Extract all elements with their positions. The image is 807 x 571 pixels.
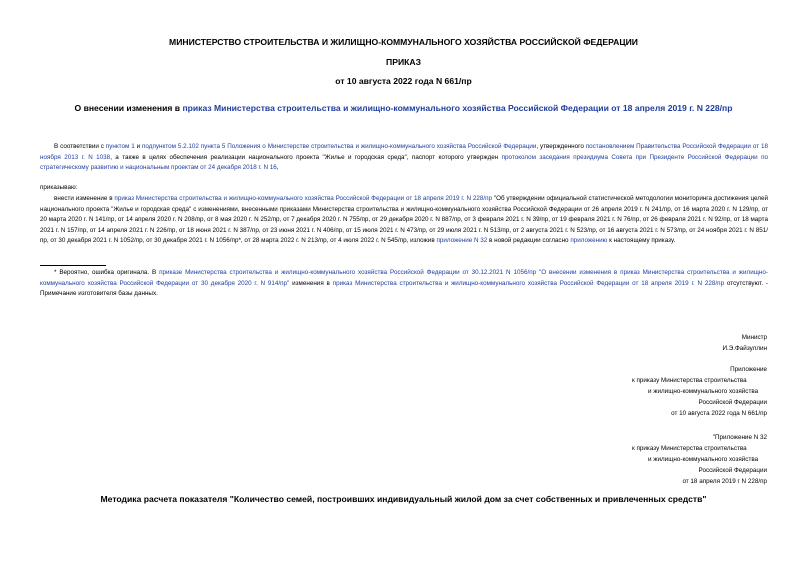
methodology-title: Методика расчета показателя "Количество семей, построивших индивидуальный жилой дом за счет собственных и привлеченных средств" xyxy=(100,494,707,504)
appendix-line-5: от 10 августа 2022 года N 661/пр xyxy=(671,410,767,417)
appendix32-line-3: и жилищно-коммунального хозяйства xyxy=(648,456,759,463)
appendix-line-3: и жилищно-коммунального хозяйства xyxy=(648,388,759,395)
order-text-4: к настоящему приказу. xyxy=(607,237,676,245)
link-punkt-1[interactable]: пунктом 1 xyxy=(105,143,135,150)
appendix32-label: "Приложение N 32 xyxy=(712,434,767,441)
order-text-3: в новой редакции согласно xyxy=(487,237,571,245)
order-text-2: "Об утверждении официальной статистической методологии мониторинга достижения целей национального проекта "Жилье и городская среда" с изменениями, внесенными приказами Министерства строительства и жилищно-коммунального хозяйства Российской Федерации от 26 апреля 2019 г. N 241/пр, от 16 марта 2020 г. N 129/пр, от 20 марта 2020 г. N 141/пр, от 14 апреля 2020 г. N 208/пр, от 8 мая 2020 г. N 252/пр, от 7 декабря 2020 г. N 755/пр, от 29 декабря 2020 г. N 887/пр, от 3 февраля 2021 г. N 39/пр, от 19 февраля 2021 г. N 76/пр, от 26 февраля 2021 г. N 92/пр, от 18 марта 2021 г. N 157/пр, от 14 апреля 2021 г. N 226/пр, от 18 июня 2021 г. N 387/пр, от 23 июня 2021 г. N 406/пр, от 15 июля 2021 г. N 473/пр, от 29 июля 2021 г. N 513/пр, от 2 августа 2021 г. N 523/пр, от 16 августа 2021 г. N 573/пр, от 24 ноября 2021 г. N 851/пр, от 30 декабря 2021 г. N 1052/пр, от 30 декабря 2021 г. N 1056/пр*, от 28 марта 2022 г. N 213/пр, от 4 июля 2022 г. N 545/пр, изложив xyxy=(40,195,768,245)
footnote-text-1: * Вероятно, ошибка оригинала. В xyxy=(54,269,160,276)
link-prikaz-228-footnote[interactable]: приказ Министерства строительства и жилищно-коммунального хозяйства Российской Федерации от 18 апреля 2019 г. N 228/пр xyxy=(332,279,725,287)
preamble-text-3: , утвержденного xyxy=(536,143,586,150)
appendix-header xyxy=(632,364,767,419)
preamble-text-5: , xyxy=(276,164,279,172)
footnote xyxy=(40,268,768,300)
appendix32-line-5: от 18 апреля 2019 г N 228/пр xyxy=(682,478,767,485)
footnote-divider xyxy=(40,265,106,266)
signature-title: Министр xyxy=(741,334,767,341)
subject-link[interactable]: приказ Министерства строительства и жилищно-коммунального хозяйства Российской Федерации от 18 апреля 2019 г. N 228/пр xyxy=(182,103,733,113)
doc-type: ПРИКАЗ xyxy=(386,57,421,67)
appendix32-line-2: к приказу Министерства строительства xyxy=(632,445,747,452)
appendix32-line-4: Российской Федерации xyxy=(698,467,767,474)
preamble-paragraph xyxy=(40,142,768,174)
link-protokol[interactable]: протоколом заседания президиума Совета при Президенте Российской Федерации по стратегическому развитию и национальным проектам от 24 декабря 2018 г. N 16 xyxy=(40,153,768,172)
link-polozhenie[interactable]: подпунктом 5.2.102 пункта 5 Положения о Министерстве строительства и жилищно-коммунального хозяйства Российской Федерации xyxy=(142,143,537,150)
footnote-text-3: отсутствуют. - Примечание изготовителя базы данных. xyxy=(40,279,769,298)
order-text-1: внести изменение в xyxy=(54,195,115,202)
link-prilozhenie-32[interactable]: приложение N 32 xyxy=(436,237,488,245)
signature-name: И.Э.Файзуллин xyxy=(722,345,767,352)
preamble-text-4: , а также в целях обеспечения реализации национального проекта "Жилье и городская среда", паспорт которого утвержден xyxy=(110,153,502,161)
signature-block xyxy=(722,332,767,354)
preamble-text-2: и xyxy=(134,143,143,150)
order-paragraph xyxy=(40,194,768,247)
appendix-label: Приложение xyxy=(730,366,767,373)
link-postanovlenie[interactable]: постановлением Правительства Российской Федерации от 18 ноября 2013 г. N 1038 xyxy=(40,143,768,161)
link-prilozheniyu[interactable]: приложению xyxy=(570,237,608,245)
appendix32-header xyxy=(632,432,767,487)
footnote-text-2: изменения в xyxy=(289,279,333,287)
link-prikaz-228[interactable]: приказ Министерства строительства и жилищно-коммунального хозяйства Российской Федерации от 18 апреля 2019 г. N 228/пр xyxy=(114,195,492,202)
link-prikaz-1056[interactable]: приказе Министерства строительства и жилищно-коммунального хозяйства Российской Федерации от 30.12.2021 N 1056/пр "О внесении изменения в приказ Министерства строительства и жилищно-коммунального хозяйства Российской Федерации от 30 декабря 2020 г. N 914/пр" xyxy=(40,269,768,287)
appendix-line-4: Российской Федерации xyxy=(698,399,767,406)
doc-date-number: от 10 августа 2022 года N 661/пр xyxy=(335,76,472,86)
subject-prefix: О внесении изменения в xyxy=(74,103,183,113)
ministry-title: МИНИСТЕРСТВО СТРОИТЕЛЬСТВА И ЖИЛИЩНО-КОММУНАЛЬНОГО ХОЗЯЙСТВА РОССИЙСКОЙ ФЕДЕРАЦИИ xyxy=(169,37,638,47)
doc-subject xyxy=(40,103,767,113)
preamble-text-1: В соответствии с xyxy=(54,143,106,150)
order-word: приказываю: xyxy=(40,184,78,191)
appendix-line-2: к приказу Министерства строительства xyxy=(632,377,747,384)
